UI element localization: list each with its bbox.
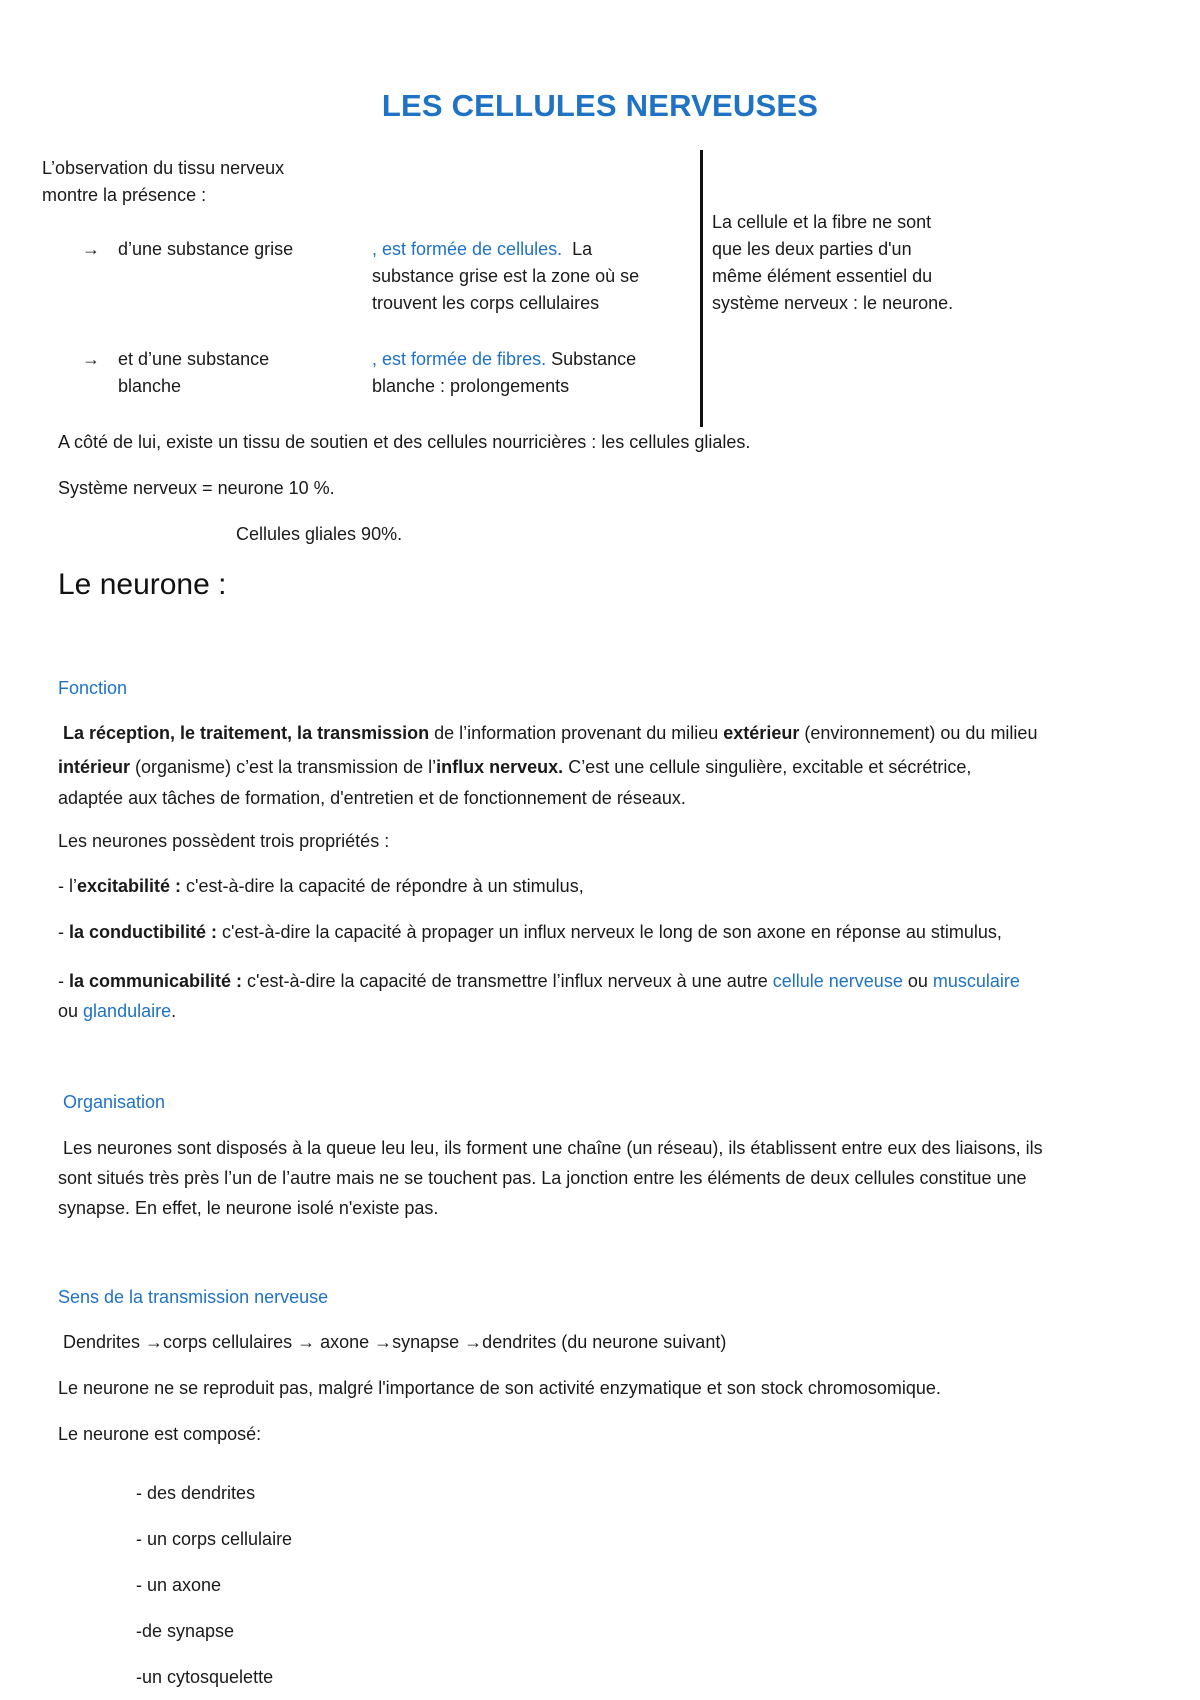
intro-line-1: L’observation du tissu nerveux — [42, 158, 285, 178]
list-item: -de synapse — [136, 1621, 235, 1641]
link-musculaire[interactable]: musculaire — [932, 971, 1020, 991]
reproduction-text: Le neurone ne se reproduit pas, malgré l'importance de son activité enzymatique et son stock chromosomique. — [58, 1378, 941, 1398]
item-white-matter-desc — [372, 346, 682, 400]
text-run: - — [58, 971, 69, 991]
bold-text: La réception, le traitement, la transmission — [63, 723, 430, 743]
side-note — [712, 209, 1012, 317]
subheading-sens: Sens de la transmission nerveuse — [58, 1287, 329, 1307]
text-run: c'est-à-dire la capacité de transmettre l’influx nerveux à une autre — [242, 971, 773, 991]
arrow-icon: → — [82, 349, 100, 369]
link-cellule-nerveuse[interactable]: cellule nerveuse — [772, 971, 903, 991]
property-communicability — [58, 966, 1178, 1026]
side-note-line: La cellule et la fibre ne sont — [712, 212, 932, 232]
intro-text — [42, 155, 284, 209]
organisation-line-2: sont situés très près l’un de l’autre mais ne se touchent pas. La jonction entre les éléments de deux cellules constitue une — [58, 1168, 1027, 1188]
link-glandulaire[interactable]: glandulaire — [83, 1001, 172, 1021]
desc-line-3: trouvent les corps cellulaires — [372, 293, 600, 313]
item-label-line: et d’une substance — [118, 349, 270, 369]
bold-text: intérieur — [58, 757, 131, 777]
glial-text: A côté de lui, existe un tissu de soutien et des cellules nourricières : les cellules gliales. — [58, 432, 751, 452]
item-white-matter-label — [82, 346, 352, 400]
text-run: ou — [58, 1001, 84, 1021]
composition-intro: Le neurone est composé: — [58, 1424, 262, 1444]
text-run: c'est-à-dire la capacité à propager un influx nerveux le long de son axone en réponse au stimulus, — [217, 922, 1002, 942]
text-run: . — [171, 1001, 177, 1021]
bold-text: la conductibilité : — [69, 922, 218, 942]
bold-text: influx nerveux. — [436, 757, 564, 777]
subheading-organisation: Organisation — [63, 1092, 166, 1112]
fonction-line-3: adaptée aux tâches de formation, d'entretien et de fonctionnement de réseaux. — [58, 788, 686, 808]
item-label-line: d’une substance grise — [118, 239, 294, 259]
properties-intro: Les neurones possèdent trois propriétés : — [58, 831, 390, 851]
organisation-line-1: Les neurones sont disposés à la queue leu leu, ils forment une chaîne (un réseau), ils établissent entre eux des liaisons, ils — [63, 1138, 1043, 1158]
text-run: - — [58, 922, 69, 942]
desc-rest: Substance — [551, 349, 637, 369]
organisation-line-3: synapse. En effet, le neurone isolé n'existe pas. — [58, 1198, 439, 1218]
desc-rest: La — [572, 239, 593, 259]
system-line-1: Système nerveux = neurone 10 %. — [58, 478, 335, 498]
section-heading-neurone: Le neurone : — [58, 568, 227, 601]
page-title: LES CELLULES NERVEUSES — [381, 88, 819, 123]
list-item: - des dendrites — [136, 1483, 256, 1503]
bold-text: la communicabilité : — [69, 971, 243, 991]
item-label-line-2: blanche — [118, 376, 182, 396]
item-grey-matter-label — [82, 236, 352, 263]
text-run: (organisme) c’est la transmission de l’ — [130, 757, 437, 777]
property-conductibility — [58, 922, 1002, 943]
side-note-line: même élément essentiel du — [712, 266, 933, 286]
text-run: de l’information provenant du milieu — [429, 723, 724, 743]
item-grey-matter-desc — [372, 236, 682, 317]
bold-text: excitabilité : — [77, 876, 182, 896]
list-item: -un cytosquelette — [136, 1667, 274, 1687]
desc-highlight: , est formée de cellules. — [372, 239, 563, 259]
list-item: - un axone — [136, 1575, 222, 1595]
bold-text: extérieur — [723, 723, 800, 743]
desc-line-2: substance grise est la zone où se — [372, 266, 640, 286]
arrow-icon: → — [82, 239, 100, 259]
side-note-line: système nerveux : le neurone. — [712, 293, 954, 313]
text-run: - l’ — [58, 876, 77, 896]
desc-highlight: , est formée de fibres. — [372, 349, 547, 369]
organisation-paragraph — [58, 1133, 1188, 1223]
text-run: (environnement) ou du milieu — [799, 723, 1038, 743]
components-list — [136, 1470, 292, 1700]
text-run: C’est une cellule singulière, excitable et sécrétrice, — [563, 757, 972, 777]
fonction-paragraph — [58, 718, 1178, 810]
side-note-line: que les deux parties d'un — [712, 239, 912, 259]
subheading-fonction: Fonction — [58, 678, 128, 698]
intro-line-2: montre la présence : — [42, 185, 207, 205]
property-excitability — [58, 876, 584, 897]
text-run: ou — [902, 971, 933, 991]
column-divider — [700, 150, 703, 427]
desc-line-2: blanche : prolongements — [372, 376, 570, 396]
transmission-flow: Dendrites →corps cellulaires → axone →synapse →dendrites (du neurone suivant) — [63, 1332, 727, 1352]
system-line-2: Cellules gliales 90%. — [236, 524, 403, 544]
list-item: - un corps cellulaire — [136, 1529, 293, 1549]
text-run: c'est-à-dire la capacité de répondre à un stimulus, — [181, 876, 584, 896]
